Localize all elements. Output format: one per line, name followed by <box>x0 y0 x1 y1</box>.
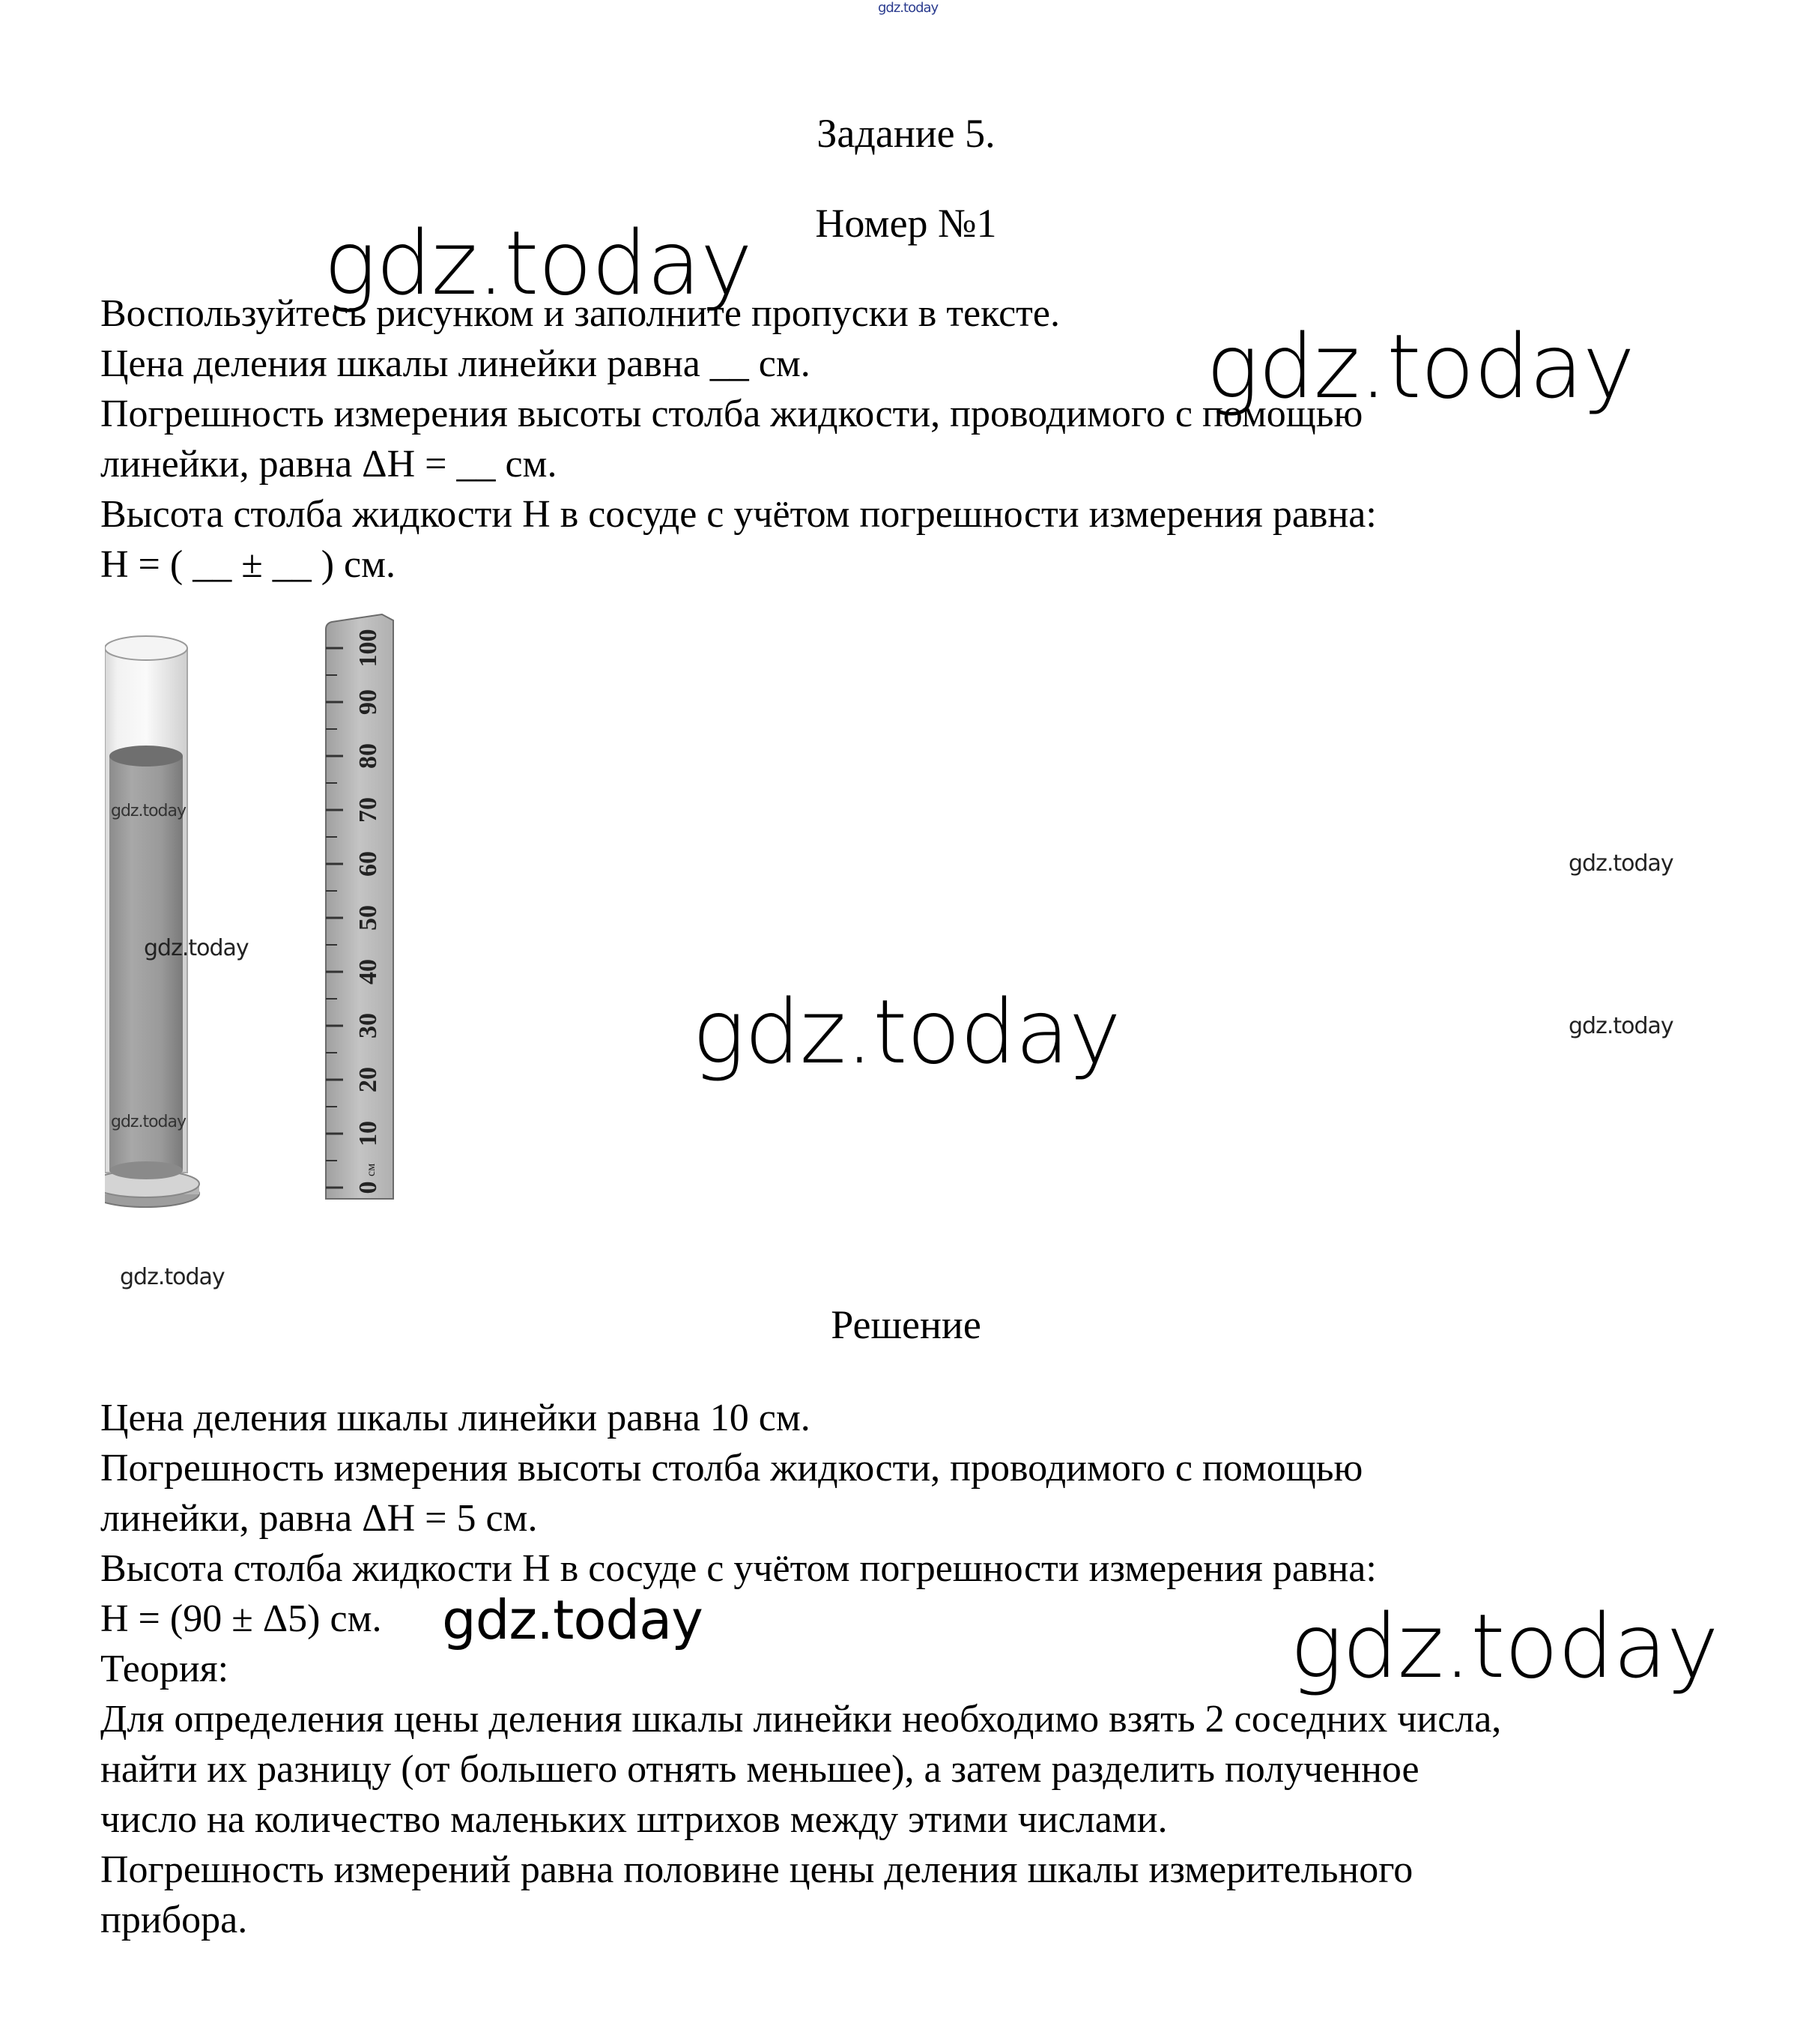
ruler-label: 60 <box>354 851 382 877</box>
watermark: gdz.today <box>1569 850 1673 877</box>
number-title: Номер №1 <box>815 201 997 246</box>
watermark: gdz.today <box>1290 1594 1718 1698</box>
ruler-unit-label: см <box>365 1163 378 1176</box>
watermark: gdz.today <box>1206 315 1634 418</box>
solution-line: H = (90 ± Δ5) см. <box>100 1597 382 1640</box>
ruler-label: 50 <box>354 905 382 931</box>
watermark: gdz.today <box>324 211 752 315</box>
watermark: gdz.today <box>1569 1013 1673 1039</box>
problem-line: Цена деления шкалы линейки равна __ см. <box>100 342 810 385</box>
ruler-label: 10 <box>354 1121 382 1146</box>
ruler-label: 40 <box>354 959 382 985</box>
ruler-label: 20 <box>354 1067 382 1092</box>
ruler-label: 90 <box>354 689 382 715</box>
solution-line: Погрешность измерения высоты столба жидкости, проводимого с помощью <box>100 1447 1363 1490</box>
problem-line: Погрешность измерения высоты столба жидкости, проводимого с помощью <box>100 393 1363 435</box>
watermark: gdz.today <box>111 802 187 820</box>
watermark: gdz.today <box>692 980 1121 1083</box>
top-watermark: gdz.today <box>878 0 939 16</box>
problem-line: Воспользуйтесь рисунком и заполните пропуски в тексте. <box>100 292 1060 335</box>
ruler-label: 30 <box>354 1013 382 1038</box>
problem-line: Высота столба жидкости H в сосуде с учётом погрешности измерения равна: <box>100 493 1377 536</box>
watermark: gdz.today <box>120 1264 225 1290</box>
ruler-label: 70 <box>354 797 382 823</box>
ruler <box>326 614 393 1199</box>
solution-line: линейки, равна ΔH = 5 см. <box>100 1497 538 1540</box>
problem-line: H = ( __ ± __ ) см. <box>100 543 396 586</box>
watermark: gdz.today <box>111 1113 187 1131</box>
cylinder-ruler-figure <box>105 592 434 1255</box>
watermark: gdz.today <box>144 935 249 961</box>
theory-line: число на количество маленьких штрихов между этими числами. <box>100 1798 1168 1841</box>
task-title: Задание 5. <box>816 111 996 156</box>
ruler-label: 0 <box>354 1181 382 1194</box>
problem-line: линейки, равна ΔH = __ см. <box>100 443 557 486</box>
solution-line: Высота столба жидкости H в сосуде с учётом погрешности измерения равна: <box>100 1547 1377 1590</box>
theory-label: Теория: <box>100 1648 229 1690</box>
solution-title: Решение <box>831 1302 981 1347</box>
theory-line: прибора. <box>100 1899 248 1941</box>
theory-line: Погрешность измерений равна половине цены деления шкалы измерительного <box>100 1848 1413 1891</box>
theory-line: найти их разницу (от большего отнять меньшее), а затем разделить полученное <box>100 1748 1419 1791</box>
watermark: gdz.today <box>442 1588 703 1651</box>
ruler-label: 100 <box>354 629 382 668</box>
ruler-label: 80 <box>354 743 382 769</box>
solution-line: Цена деления шкалы линейки равна 10 см. <box>100 1397 810 1439</box>
theory-line: Для определения цены деления шкалы линейки необходимо взять 2 соседних числа, <box>100 1698 1502 1741</box>
